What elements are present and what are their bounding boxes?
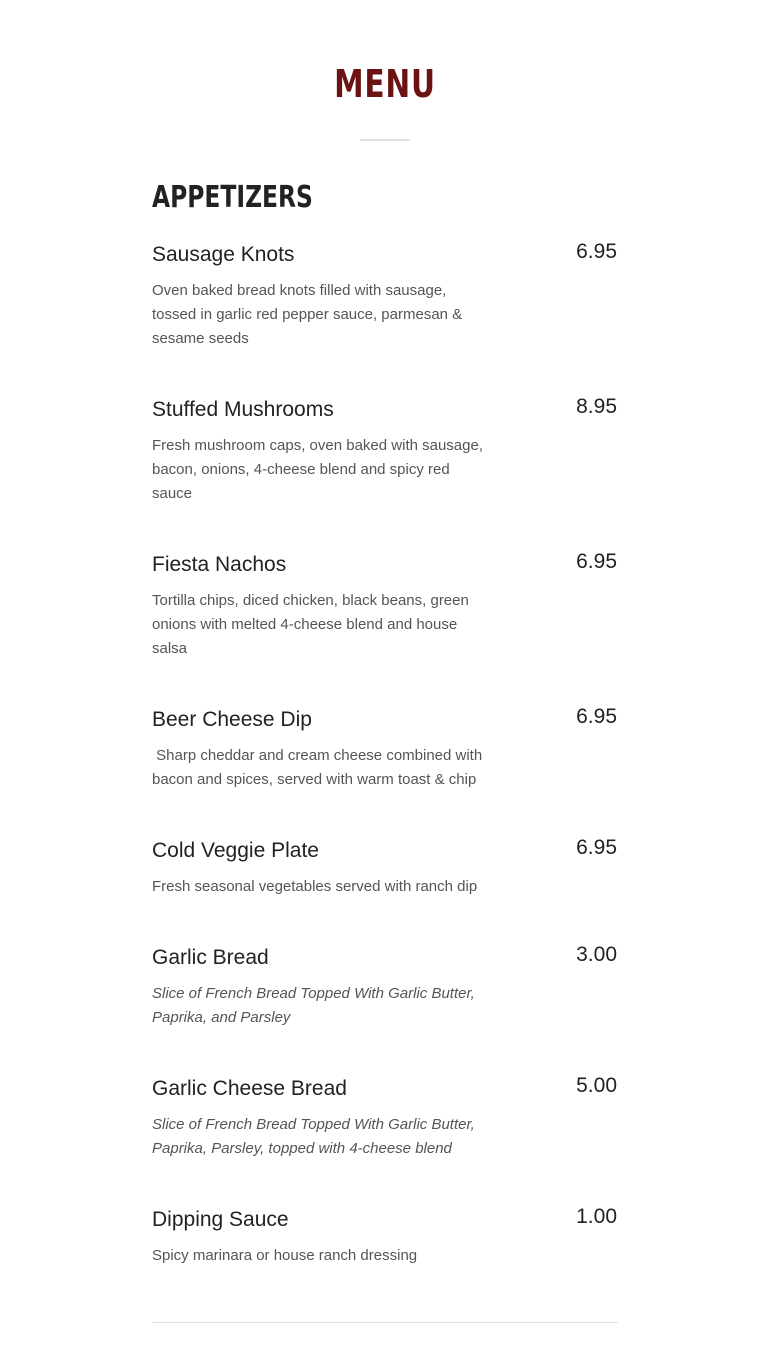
item-price: 6.95 (576, 240, 617, 263)
item-description: Sharp cheddar and cream cheese combined with bacon and spices, served with warm toast & chip (152, 747, 487, 788)
item-name: Beer Cheese Dip (152, 708, 312, 731)
item-name: Fiesta Nachos (152, 553, 287, 576)
item-name: Sausage Knots (152, 243, 295, 266)
item-price: 6.95 (576, 705, 617, 728)
item-description: Oven baked bread knots filled with sausage, tossed in garlic red pepper sauce, parmesan & sesame seeds (152, 282, 463, 347)
item-description: Slice of French Bread Topped With Garlic Butter, Paprika, and Parsley (152, 985, 475, 1026)
menu-title: MENU (334, 62, 436, 106)
item-description: Spicy marinara or house ranch dressing (152, 1247, 418, 1264)
item-price: 6.95 (576, 550, 617, 573)
item-description: Slice of French Bread Topped With Garlic Butter, Paprika, Parsley, topped with 4-cheese blend (152, 1116, 475, 1157)
item-description: Fresh mushroom caps, oven baked with sausage, bacon, onions, 4-cheese blend and spicy red sauce (152, 437, 484, 502)
item-description: Fresh seasonal vegetables served with ranch dip (152, 878, 478, 895)
item-price: 6.95 (576, 836, 617, 859)
bottom-divider (152, 1322, 618, 1323)
title-divider (360, 139, 410, 141)
item-name: Stuffed Mushrooms (152, 398, 334, 421)
item-name: Cold Veggie Plate (152, 839, 319, 862)
item-name: Garlic Cheese Bread (152, 1077, 347, 1100)
item-price: 1.00 (576, 1205, 617, 1228)
section-title-appetizers: APPETIZERS (152, 180, 313, 215)
item-price: 5.00 (576, 1074, 617, 1097)
item-price: 3.00 (576, 943, 617, 966)
item-name: Garlic Bread (152, 946, 269, 969)
item-name: Dipping Sauce (152, 1208, 289, 1231)
item-price: 8.95 (576, 395, 617, 418)
item-description: Tortilla chips, diced chicken, black beans, green onions with melted 4-cheese blend and house salsa (152, 592, 469, 657)
